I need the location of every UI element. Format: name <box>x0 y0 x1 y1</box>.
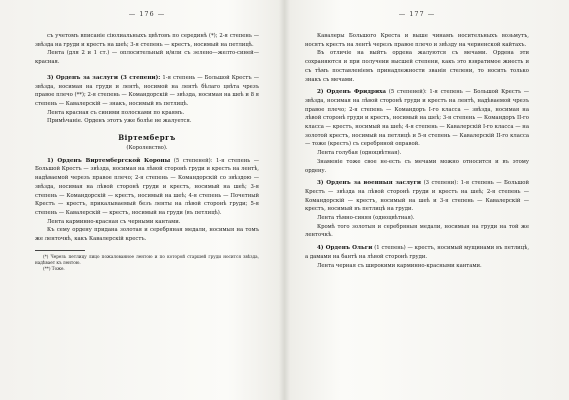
left-page-column <box>35 10 259 272</box>
footnote-divider <box>35 250 85 251</box>
paragraph: Лента тѣмно-синяя (одноцвѣтная). <box>317 215 415 222</box>
order-description: (5 степеней): 1-я степень — Большой Крестъ — звѣзда, носимая на лѣвой сторонѣ груди и крестъ на лентѣ, надѣваемой черезъ правое плечо; 2-я степень — Командорскій со звѣздою — звѣзда, носимая на лѣвой сторонѣ груди и крестъ, носимый на шеѣ; 3-я степень — Командорскій — крестъ, носимый на шеѣ; 4-я степень — Почетный Крестъ — крестъ, прикалываемый безъ ленты на лѣвой сторонѣ груди; 5-я степень — Кавалерскій — крестъ, носимый на груди (въ петлицѣ). <box>35 157 259 216</box>
section-title: Віртембергъ <box>118 133 176 143</box>
order-entry <box>305 244 529 261</box>
note: Примѣчаніе. Орденъ этотъ уже болѣе не жалуется. <box>47 118 192 125</box>
order-title: 4) Орденъ Ольги <box>317 245 373 252</box>
paragraph: Въ отличіе на выйтъ ордена жалуются съ мечами. Ордена эти сохраняются и при получеии высшей степени, какъ это взвратимое жиесть и съ тѣмъ поставленіемъ принадлежности званія стелени, то носить только знакъ съ мечами. <box>305 50 529 83</box>
order-entry <box>305 88 529 149</box>
right-page <box>285 0 569 400</box>
paragraph: Знаменіе тоже свое не-есть съ мечами можно относится и въ этому ордену. <box>305 158 529 174</box>
order-description: (1 степень) — крестъ, носимый мущинами въ петлицѣ, а дамами на бантѣ на лѣвой сторонѣ груди. <box>305 245 529 260</box>
paragraph: Лента черная съ широкими карминно-красными кантами. <box>317 262 482 269</box>
right-page-column <box>305 10 529 270</box>
paragraph: Лента (для 2 и 1 ст.) — оплосительный и/или съ зелено—желто-синей—красная. <box>35 50 259 66</box>
footnote: (**) Тоже. <box>43 265 65 271</box>
paragraph: Кавалеры Большого Креста и выше чинамъ носительныхъ возьмутъ, носятъ крестъ на лентѣ черезъ правое плечо и звѣзду на чериенской кайтахъ. <box>305 33 529 48</box>
order-description: 1-я степень — Большой Крестъ — звѣзда, носимая на груди и лентѣ, носимой на лентѣ бѣлаго цвѣта чрезъ правое плечо (**); 2-я степень — Командорскій — звѣзда, носимая на шеѣ и 8 я степень — Кавалерскій — знакъ, носимый въ петлицѣ. <box>35 74 259 107</box>
order-description: (3 степени): 1-я степень — Большой Крестъ — звѣзда на лѣвой сторонѣ груди и крестъ на шеѣ; 2-я степень — Командорскій — крестъ, носимый на шеѣ и 3-я степень — Кавалерскій — крестъ, носимый въ петлицѣ на груди. <box>305 180 529 213</box>
order-title: 1) Орденъ Виртембергской Короны <box>47 157 171 164</box>
order-title: 3) Орденъ за заслуги (3 степени): <box>47 74 161 81</box>
section-subtitle: (Королевство). <box>126 145 168 152</box>
order-entry <box>305 179 529 214</box>
order-entry <box>35 74 259 109</box>
paragraph: Кромѣ того золотыя и серебряныя медали, носимыя на груди на той же ленточкѣ. <box>305 223 529 239</box>
paragraph: Къ сему ордену придана золотая и серебряная медали, носимыя на томъ же ленточкѣ, какъ Кавалерскій крестъ. <box>35 227 259 243</box>
page-number-176: — 176 — <box>128 10 166 18</box>
page-number-177: — 177 — <box>398 10 436 18</box>
order-entry <box>35 157 259 218</box>
paragraph: Лента голубая (одноцвѣтная). <box>317 150 402 157</box>
paragraph: Лента карминно-красная съ черными кантами. <box>47 218 181 225</box>
order-title: 2) Орденъ Фридриха <box>317 89 387 96</box>
left-page <box>0 0 284 400</box>
paragraph: съ учетомъ вписаніе сіюлиальныхъ цвѣтовъ по серединѣ (*); 2-я степень — звѣзда на груди и крестъ на шеѣ; 3-я степень — крестъ, носимый на петлицѣ. <box>35 33 259 48</box>
order-description: (5 степеней): 1-я степень — Большой Крестъ — звѣзда, носимая на лѣвой сторонѣ груди и крестъ на лентѣ, надѣваемой чрезъ правое плечо; 2-я степень — Командоръ I-го класса — звѣзда, носимая на лѣвой сторонѣ груди и крестъ, носимый на шеѣ; 3-я степень — Командоръ II-го класса — крестъ, носимый на шеѣ; 4-я степень — Кавалерскій I-го класса — на золотой крестъ, носимый на петлицѣ и 5-я степень — Кавалерскій II-го класса — тоже (крестъ) съ серебряной оправой. <box>305 89 529 148</box>
order-title: 3) Орденъ за военныя заслуги <box>317 180 422 187</box>
paragraph: Лента красная съ синими полосками по краямъ. <box>47 109 185 116</box>
footnote: (*) Черезъ петлицу лицо пожалованное лентою и по которой старшей груди носится звѣзда, надѣвает къ лентою. <box>35 253 259 265</box>
